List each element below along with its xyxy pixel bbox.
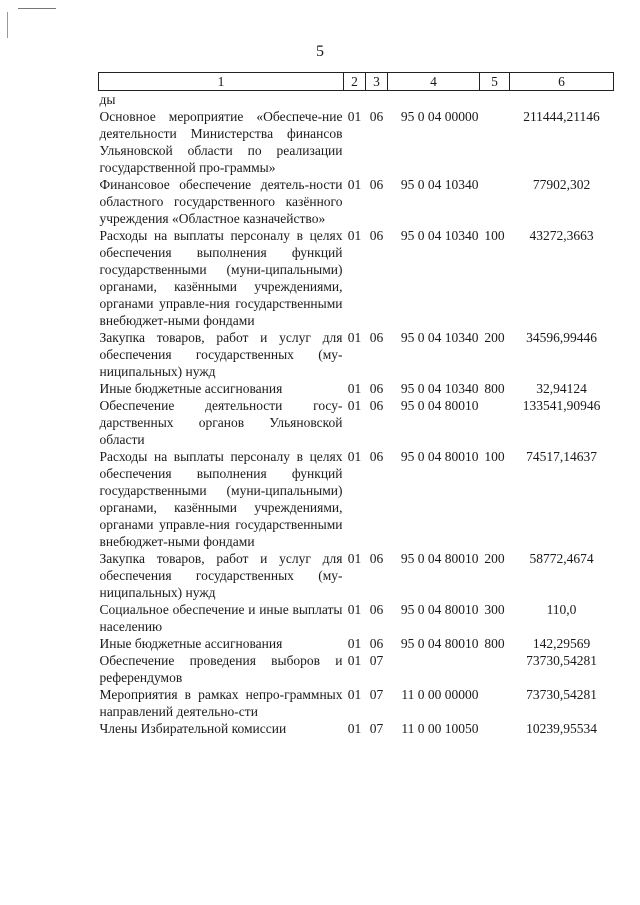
row-section-cell: 01 <box>347 177 362 192</box>
row-target-article-cell: 95 0 04 00000 <box>400 109 479 124</box>
row-amount-cell: 43272,3663 <box>529 228 594 243</box>
column-header: 5 <box>480 73 510 91</box>
row-subsection-cell: 06 <box>369 381 384 396</box>
row-target-article-cell: 95 0 04 80010 <box>400 398 479 413</box>
row-amount-cell: 10239,95534 <box>526 721 597 736</box>
row-section-cell: 01 <box>347 687 362 702</box>
row-expense-type-cell: 100 <box>484 228 505 243</box>
table-row <box>99 176 614 227</box>
row-subsection-cell: 06 <box>369 551 384 566</box>
row-expense-type-cell <box>480 91 510 109</box>
row-subsection-cell: 06 <box>369 602 384 617</box>
row-section-cell: 01 <box>347 449 362 464</box>
row-name-cell: Иные бюджетные ассигнования <box>99 636 283 651</box>
row-target-article-cell: 95 0 04 10340 <box>400 177 479 192</box>
row-expense-type-cell <box>480 686 510 720</box>
row-name-cell: Закупка товаров, работ и услуг для обеспечения государственных (му-ниципальных) нужд <box>99 551 343 600</box>
row-name-cell: Расходы на выплаты персоналу в целях обеспечения выполнения функций государственными (муни-ципальными) органами, казёнными учреждениями, органами управле-ния государственными внебюджет-ными фондами <box>99 449 343 549</box>
row-name-cell: Обеспечение деятельности госу-дарственных органов Ульяновской области <box>99 398 343 447</box>
table-row <box>99 601 614 635</box>
table-row <box>99 329 614 380</box>
row-section-cell: 01 <box>347 228 362 243</box>
row-amount-cell: 142,29569 <box>532 636 591 651</box>
table-row <box>99 720 614 737</box>
row-amount-cell: 77902,302 <box>532 177 591 192</box>
row-section-cell: 01 <box>347 602 362 617</box>
row-amount-cell: 74517,14637 <box>526 449 597 464</box>
row-amount-cell: 73730,54281 <box>526 653 597 668</box>
table-row <box>99 635 614 652</box>
row-target-article-cell: 11 0 00 10050 <box>401 721 479 736</box>
table-row <box>99 397 614 448</box>
row-expense-type-cell: 200 <box>484 551 505 566</box>
row-target-article-cell <box>388 91 480 109</box>
row-section-cell: 01 <box>347 636 362 651</box>
row-section-cell: 01 <box>347 398 362 413</box>
row-name-cell: Основное мероприятие «Обеспече-ние деятельности Министерства финансов Ульяновской области по реализации государственной про-граммы» <box>99 109 343 175</box>
scan-edge-mark <box>18 8 56 9</box>
table-row <box>99 227 614 329</box>
row-expense-type-cell <box>480 108 510 176</box>
row-name-cell: Финансовое обеспечение деятель-ности областного государственного казённого учреждения «Областное казначейство» <box>99 177 343 226</box>
column-header: 4 <box>388 73 480 91</box>
row-amount-cell: 211444,21146 <box>523 109 600 124</box>
row-subsection-cell: 07 <box>369 721 384 736</box>
row-amount-cell: 110,0 <box>546 602 577 617</box>
row-subsection-cell: 06 <box>369 109 384 124</box>
row-subsection-cell: 07 <box>369 653 384 668</box>
row-name-cell: Закупка товаров, работ и услуг для обеспечения государственных (му-ниципальных) нужд <box>99 330 343 379</box>
row-target-article-cell: 95 0 04 80010 <box>400 602 479 617</box>
table-row <box>99 550 614 601</box>
table-row <box>99 380 614 397</box>
table-row <box>99 448 614 550</box>
row-section-cell: 01 <box>347 551 362 566</box>
row-expense-type-cell: 800 <box>484 381 505 396</box>
table-row <box>99 91 614 109</box>
row-name-cell: Члены Избирательной комиссии <box>99 721 287 736</box>
row-amount-cell: 133541,90946 <box>522 398 601 413</box>
row-subsection-cell: 06 <box>369 330 384 345</box>
row-target-article-cell: 95 0 04 10340 <box>400 330 479 345</box>
row-subsection-cell: 06 <box>369 177 384 192</box>
row-amount-cell <box>510 91 614 109</box>
row-subsection-cell <box>366 91 388 109</box>
table-header-row <box>99 73 614 91</box>
column-header: 3 <box>366 73 388 91</box>
row-section-cell: 01 <box>347 381 362 396</box>
row-expense-type-cell: 800 <box>484 636 505 651</box>
row-subsection-cell: 06 <box>369 636 384 651</box>
column-header: 6 <box>510 73 614 91</box>
row-section-cell <box>344 91 366 109</box>
row-target-article-cell: 95 0 04 10340 <box>400 228 479 243</box>
row-target-article-cell <box>388 652 480 686</box>
row-subsection-cell: 06 <box>369 449 384 464</box>
row-amount-cell: 58772,4674 <box>529 551 594 566</box>
row-name-cell: Социальное обеспечение и иные выплаты населению <box>99 602 343 634</box>
row-name-cell: ды <box>99 92 116 107</box>
row-subsection-cell: 06 <box>369 228 384 243</box>
row-target-article-cell: 95 0 04 80010 <box>400 449 479 464</box>
row-expense-type-cell <box>480 652 510 686</box>
row-target-article-cell: 95 0 04 80010 <box>400 636 479 651</box>
row-name-cell: Иные бюджетные ассигнования <box>99 381 283 396</box>
row-target-article-cell: 95 0 04 10340 <box>400 381 479 396</box>
row-name-cell: Обеспечение проведения выборов и референдумов <box>99 653 343 685</box>
row-expense-type-cell: 300 <box>484 602 505 617</box>
row-section-cell: 01 <box>347 653 362 668</box>
row-expense-type-cell: 100 <box>484 449 505 464</box>
row-expense-type-cell <box>480 720 510 737</box>
row-target-article-cell: 95 0 04 80010 <box>400 551 479 566</box>
row-amount-cell: 34596,99446 <box>526 330 597 345</box>
budget-table <box>98 72 614 737</box>
page-number: 5 <box>316 43 324 60</box>
row-subsection-cell: 06 <box>369 398 384 413</box>
row-expense-type-cell <box>480 176 510 227</box>
table-row <box>99 686 614 720</box>
row-name-cell: Мероприятия в рамках непро-граммных направлений деятельно-сти <box>99 687 343 719</box>
row-section-cell: 01 <box>347 109 362 124</box>
row-target-article-cell: 11 0 00 00000 <box>401 687 479 702</box>
table-row <box>99 108 614 176</box>
row-amount-cell: 73730,54281 <box>526 687 597 702</box>
row-subsection-cell: 07 <box>369 687 384 702</box>
row-amount-cell: 32,94124 <box>536 381 587 396</box>
row-expense-type-cell <box>480 397 510 448</box>
row-section-cell: 01 <box>347 330 362 345</box>
row-name-cell: Расходы на выплаты персоналу в целях обеспечения выполнения функций государственными (муни-ципальными) органами, казёнными учреждениями, органами управле-ния государственными внебюджет-ными фондами <box>99 228 343 328</box>
scan-edge-mark <box>7 12 8 38</box>
column-header: 2 <box>344 73 366 91</box>
table-row <box>99 652 614 686</box>
row-section-cell: 01 <box>347 721 362 736</box>
row-expense-type-cell: 200 <box>484 330 505 345</box>
column-header: 1 <box>99 73 344 91</box>
